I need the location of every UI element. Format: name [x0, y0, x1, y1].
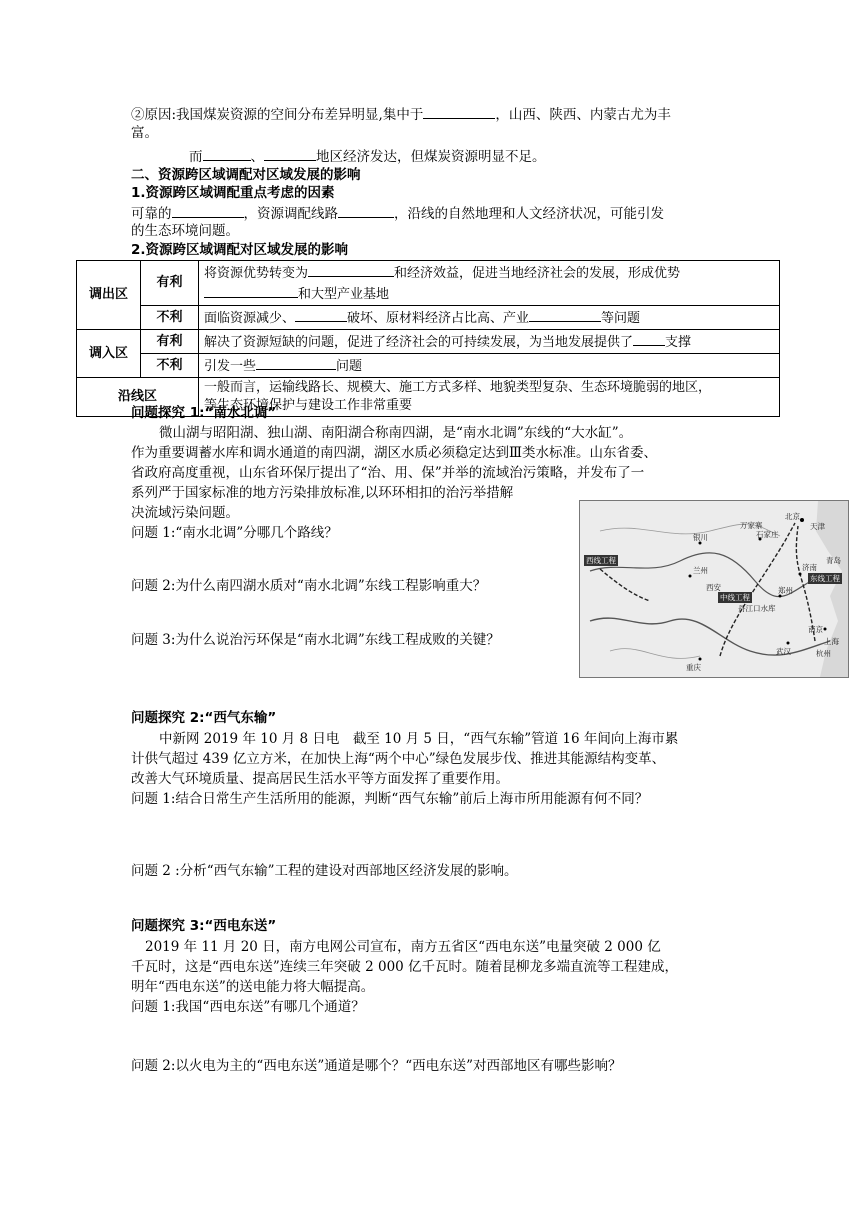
inquiry1-title: [131, 404, 276, 423]
row-header-in: 调入区: [77, 330, 141, 378]
cell-bad: 不利: [141, 354, 199, 378]
cell-text: 将资源优势转变为: [204, 266, 309, 281]
inquiry3-p1: 2019 年 11 月 20 日，南方电网公司宣布，南方五省区“西电东送”电量突破 2 000 亿: [145, 939, 661, 955]
cell-text: 和大型产业基地: [298, 287, 390, 302]
cell-text: 问题: [336, 359, 363, 374]
reason-text-2: ，山西、陕西、内蒙古尤为丰: [495, 107, 671, 123]
cell-good: 有利: [141, 261, 199, 306]
city-shijiazhuang: 石家庄: [756, 530, 779, 539]
cell-text: 等问题: [601, 311, 641, 326]
cell-text: 支撑: [665, 335, 692, 350]
reason-line-3: [189, 146, 546, 167]
reason-text-4b: 、: [250, 149, 264, 165]
inquiry1-p4: 系列严于国家标准的地方污染排放标准,以环环相扣的治污举措解: [131, 485, 514, 501]
blank[interactable]: [295, 307, 347, 322]
inquiry2-q1: 问题 1:结合日常生产生活所用的能源，判断“西气东输”前后上海市所用能源有何不同？: [131, 791, 649, 807]
city-yinchuan: 银川: [693, 533, 708, 542]
reason-text-4c: 地区经济发达，但煤炭资源明显不足。: [316, 149, 546, 165]
place-danjiangkou: 丹江口水库: [738, 604, 776, 613]
cell-in-good: [199, 330, 780, 354]
blank[interactable]: [203, 146, 251, 161]
factors-text-b: ，资源调配线路: [243, 206, 338, 222]
cell-text: 解决了资源短缺的问题，促进了经济社会的可持续发展，为当地发展提供了: [204, 335, 634, 350]
cell-text: 一般而言，运输线路长、规模大、施工方式多样、地貌类型复杂、生态环境脆弱的地区，: [204, 380, 712, 395]
city-hangzhou: 杭州: [816, 649, 831, 658]
inquiry3-title-text: 问题探究 3:“西电东送”: [131, 918, 277, 934]
inquiry1-p1: 微山湖与昭阳湖、独山湖、南阳湖合称南四湖，是“南水北调”东线的“大水缸”。: [159, 425, 633, 441]
city-wuhan: 武汉: [776, 647, 791, 656]
table-row: [77, 354, 780, 378]
reason-text-4a: 而: [189, 149, 203, 165]
city-zhengzhou: 郑州: [778, 586, 793, 595]
table-row: [77, 330, 780, 354]
inquiry3-p2: 千瓦时，这是“西电东送”连续三年突破 2 000 亿千瓦时。随着昆柳龙多端直流等工程建成，: [131, 959, 679, 975]
reason-line-1: [131, 104, 671, 125]
blank[interactable]: [338, 203, 394, 218]
inquiry1-q1: 问题 1:“南水北调”分哪几个路线？: [131, 525, 338, 541]
inquiry3-title: [131, 917, 276, 936]
cell-out-bad: [199, 306, 780, 330]
city-lanzhou: 兰州: [693, 566, 708, 575]
row-header-along: 沿线区: [77, 378, 199, 417]
inquiry2-p2: 计供气超过 439 亿立方米，在加快上海“两个中心”绿色发展步伐、推进其能源结构变革、: [131, 751, 666, 767]
blank[interactable]: [264, 146, 316, 161]
city-beijing: 北京: [785, 512, 800, 521]
subheading-1: 1.资源跨区域调配重点考虑的因素: [131, 185, 335, 201]
cell-text: 和经济效益，促进当地经济社会的发展，形成优势: [394, 266, 681, 281]
west-route-label: 西线工程: [586, 556, 616, 565]
inquiry2-title: [131, 709, 276, 728]
south-north-water-map: [579, 500, 849, 678]
blank[interactable]: [529, 307, 601, 322]
city-shanghai: 上海: [824, 637, 839, 646]
inquiry2-p3: 改善大气环境质量、提高居民生活水平等方面发挥了重要作用。: [131, 771, 509, 787]
blank[interactable]: [633, 331, 665, 346]
factors-text-c: ，沿线的自然地理和人文经济状况，可能引发: [394, 206, 664, 222]
reason-line-2: 富。: [131, 125, 158, 141]
city-jinan: 济南: [802, 563, 817, 572]
cell-bad: 不利: [141, 306, 199, 330]
table-row: [77, 306, 780, 330]
inquiry2-title-text: 问题探究 2:“西气东输”: [131, 710, 277, 726]
cell-in-bad: [199, 354, 780, 378]
factors-line-1: [131, 203, 664, 224]
factors-text-a: 可靠的: [131, 206, 172, 222]
inquiry3-q2: 问题 2:以火电为主的“西电东送”通道是哪个？“西电东送”对西部地区有哪些影响？: [131, 1058, 622, 1074]
inquiry1-title-text: 问题探究 1:“南水北调”: [131, 405, 277, 421]
section-heading: 二、资源跨区域调配对区域发展的影响: [131, 167, 361, 183]
inquiry1-q3: 问题 3:为什么说治污环保是“南水北调”东线工程成败的关键？: [131, 632, 500, 648]
inquiry1-p2: 作为重要调蓄水库和调水通道的南四湖，湖区水质必须稳定达到Ⅲ类水标准。山东省委、: [131, 445, 658, 461]
inquiry1-q2: 问题 2:为什么南四湖水质对“南水北调”东线工程影响重大？: [131, 578, 487, 594]
inquiry3-q1: 问题 1:我国“西电东送”有哪几个通道？: [131, 999, 365, 1015]
city-nanjing: 南京: [808, 625, 823, 634]
city-qingdao: 青岛: [826, 556, 841, 565]
city-xian: 西安: [706, 583, 721, 592]
inquiry1-p3: 省政府高度重视，山东省环保厅提出了“治、用、保”并举的流域治污策略，并发布了一: [131, 465, 645, 481]
impact-table: [76, 260, 780, 417]
middle-route-label: 中线工程: [720, 593, 750, 602]
blank[interactable]: [204, 283, 298, 298]
table-row: [77, 261, 780, 306]
cell-text: 等生态环境保护与建设工作非常重要: [204, 398, 413, 413]
cell-out-good: [199, 261, 780, 306]
row-header-out: 调出区: [77, 261, 141, 330]
blank[interactable]: [256, 355, 336, 370]
blank[interactable]: [423, 104, 495, 119]
reason-text-1: ②原因:我国煤炭资源的空间分布差异明显,集中于: [131, 107, 424, 123]
inquiry2-p1: 中新网 2019 年 10 月 8 日电 截至 10 月 5 日，“西气东输”管道 16 年间向上海市累: [159, 731, 679, 747]
inquiry3-p3: 明年“西电东送”的送电能力将大幅提高。: [131, 979, 375, 995]
inquiry2-q2: 问题 2 :分析“西气东输”工程的建设对西部地区经济发展的影响。: [131, 863, 518, 879]
inquiry1-p5: 决流域污染问题。: [131, 505, 239, 521]
cell-text: 面临资源减少、: [204, 311, 296, 326]
cell-text: 引发一些: [204, 359, 257, 374]
east-route-label: 东线工程: [810, 574, 840, 583]
cell-text: 破坏、原材料经济占比高、产业: [347, 311, 530, 326]
place-wanjiazhai: 万家寨: [740, 521, 763, 530]
city-tianjin: 天津: [810, 522, 825, 531]
blank[interactable]: [308, 262, 394, 277]
cell-along: [199, 378, 780, 417]
subheading-2: 2.资源跨区域调配对区域发展的影响: [131, 242, 349, 258]
cell-good: 有利: [141, 330, 199, 354]
factors-line-2: 的生态环境问题。: [131, 223, 239, 239]
city-chongqing: 重庆: [686, 663, 701, 672]
blank[interactable]: [172, 203, 244, 218]
